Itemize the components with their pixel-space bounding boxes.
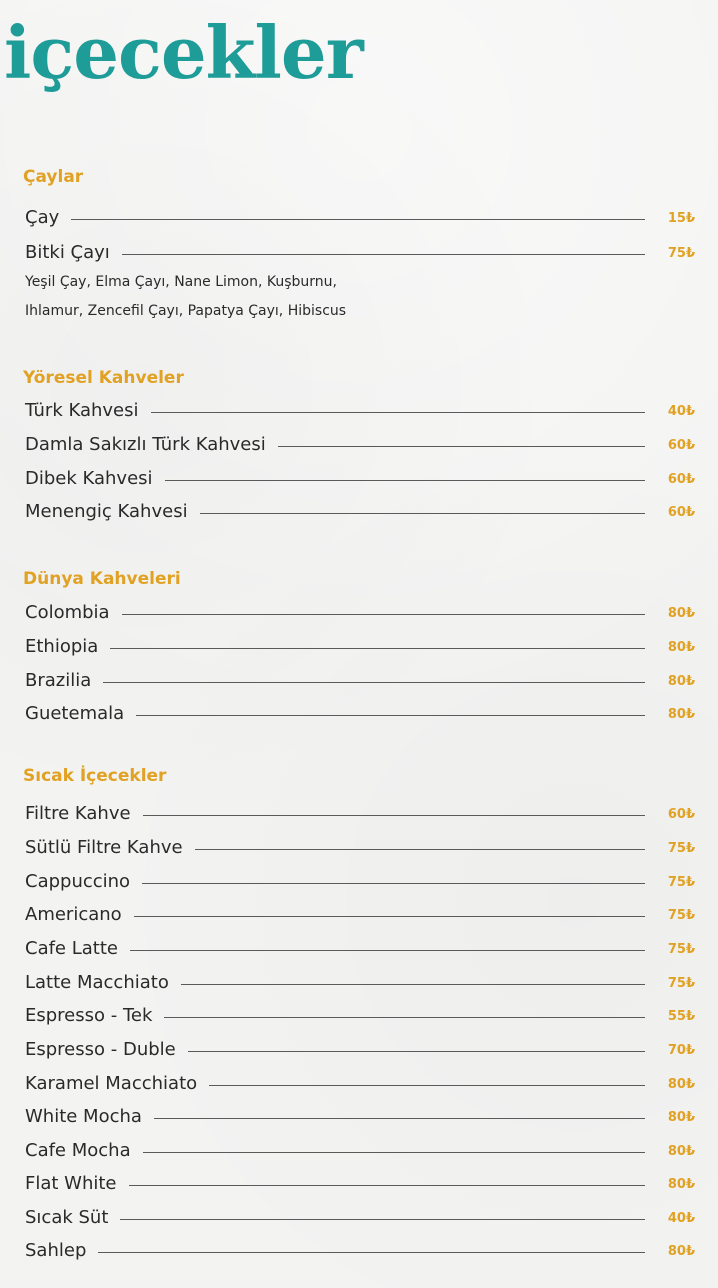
item-name: Latte Macchiato [25,972,169,993]
menu-item [25,1171,695,1197]
leader-line [278,446,645,447]
leader-line [71,219,645,220]
section-title-yoresel-kahveler: Yöresel Kahveler [23,368,184,388]
item-name: Cafe Mocha [25,1140,131,1161]
menu-item [25,1037,695,1063]
item-name: Flat White [25,1173,117,1194]
item-price: 60₺ [667,471,695,487]
item-price: 80₺ [667,1076,695,1092]
page-title: içecekler [4,10,363,95]
leader-line [164,1017,645,1018]
item-price: 70₺ [667,1042,695,1058]
menu-item [25,1205,695,1231]
item-name: Damla Sakızlı Türk Kahvesi [25,434,266,455]
item-price: 80₺ [667,1243,695,1259]
section-title-sicak-icecekler: Sıcak İçecekler [23,766,167,786]
leader-line [154,1118,645,1119]
menu-item [25,499,695,525]
item-price: 75₺ [667,245,695,261]
item-name: Filtre Kahve [25,803,131,824]
item-price: 80₺ [667,706,695,722]
menu-item [25,970,695,996]
leader-line [165,480,645,481]
item-price: 15₺ [667,210,695,226]
leader-line [103,682,645,683]
leader-line [195,849,645,850]
leader-line [188,1051,645,1052]
item-price: 75₺ [667,975,695,991]
menu-item [25,205,695,231]
section-title-dunya-kahveleri: Dünya Kahveleri [23,569,181,589]
item-name: Dibek Kahvesi [25,468,153,489]
item-name: Guetemala [25,703,125,724]
item-price: 60₺ [667,437,695,453]
item-price: 80₺ [667,639,695,655]
menu-item [25,1071,695,1097]
item-name: Colombia [25,602,110,623]
item-name: Espresso - Tek [25,1005,153,1026]
item-price: 60₺ [667,504,695,520]
item-name: Bitki Çayı [25,242,110,263]
menu-item [25,1138,695,1164]
leader-line [143,1152,645,1153]
leader-line [181,984,645,985]
leader-line [122,254,645,255]
menu-item [25,701,695,727]
item-name: Brazilia [25,670,92,691]
item-price: 80₺ [667,605,695,621]
item-name: Çay [25,207,60,228]
leader-line [134,916,645,917]
section-title-caylar: Çaylar [23,167,84,187]
item-name: Sahlep [25,1240,87,1261]
item-name: Ethiopia [25,636,99,657]
item-price: 75₺ [667,874,695,890]
item-name: Karamel Macchiato [25,1073,198,1094]
leader-line [136,715,645,716]
leader-line [142,883,645,884]
menu-item [25,801,695,827]
item-name: Türk Kahvesi [25,400,139,421]
leader-line [110,648,645,649]
menu-item [25,432,695,458]
leader-line [130,950,645,951]
leader-line [209,1085,645,1086]
leader-line [120,1219,645,1220]
menu-item [25,835,695,861]
item-price: 80₺ [667,1143,695,1159]
menu-item [25,1238,695,1264]
item-name: Sıcak Süt [25,1207,109,1228]
menu-item [25,600,695,626]
menu-item [25,869,695,895]
item-price: 80₺ [667,1176,695,1192]
menu-item [25,902,695,928]
item-price: 75₺ [667,907,695,923]
item-name: White Mocha [25,1106,142,1127]
leader-line [122,614,645,615]
item-price: 75₺ [667,840,695,856]
item-name: Espresso - Duble [25,1039,176,1060]
item-price: 80₺ [667,1109,695,1125]
item-name: Cafe Latte [25,938,118,959]
menu-item [25,398,695,424]
item-description: Ihlamur, Zencefil Çayı, Papatya Çayı, Hibiscus [25,303,347,319]
menu-item [25,936,695,962]
item-price: 60₺ [667,806,695,822]
item-name: Cappuccino [25,871,131,892]
item-price: 40₺ [667,403,695,419]
item-description: Yeşil Çay, Elma Çayı, Nane Limon, Kuşburnu, [25,274,337,290]
leader-line [98,1252,645,1253]
item-price: 80₺ [667,673,695,689]
menu-item [25,1104,695,1130]
menu-item [25,1003,695,1029]
item-price: 55₺ [667,1008,695,1024]
leader-line [200,513,645,514]
item-price: 40₺ [667,1210,695,1226]
item-name: Menengiç Kahvesi [25,501,188,522]
item-price: 75₺ [667,941,695,957]
item-name: Americano [25,904,122,925]
leader-line [151,412,645,413]
leader-line [143,815,645,816]
menu-item [25,634,695,660]
menu-item [25,668,695,694]
item-name: Sütlü Filtre Kahve [25,837,183,858]
leader-line [129,1185,645,1186]
menu-item [25,240,695,266]
menu-item [25,466,695,492]
